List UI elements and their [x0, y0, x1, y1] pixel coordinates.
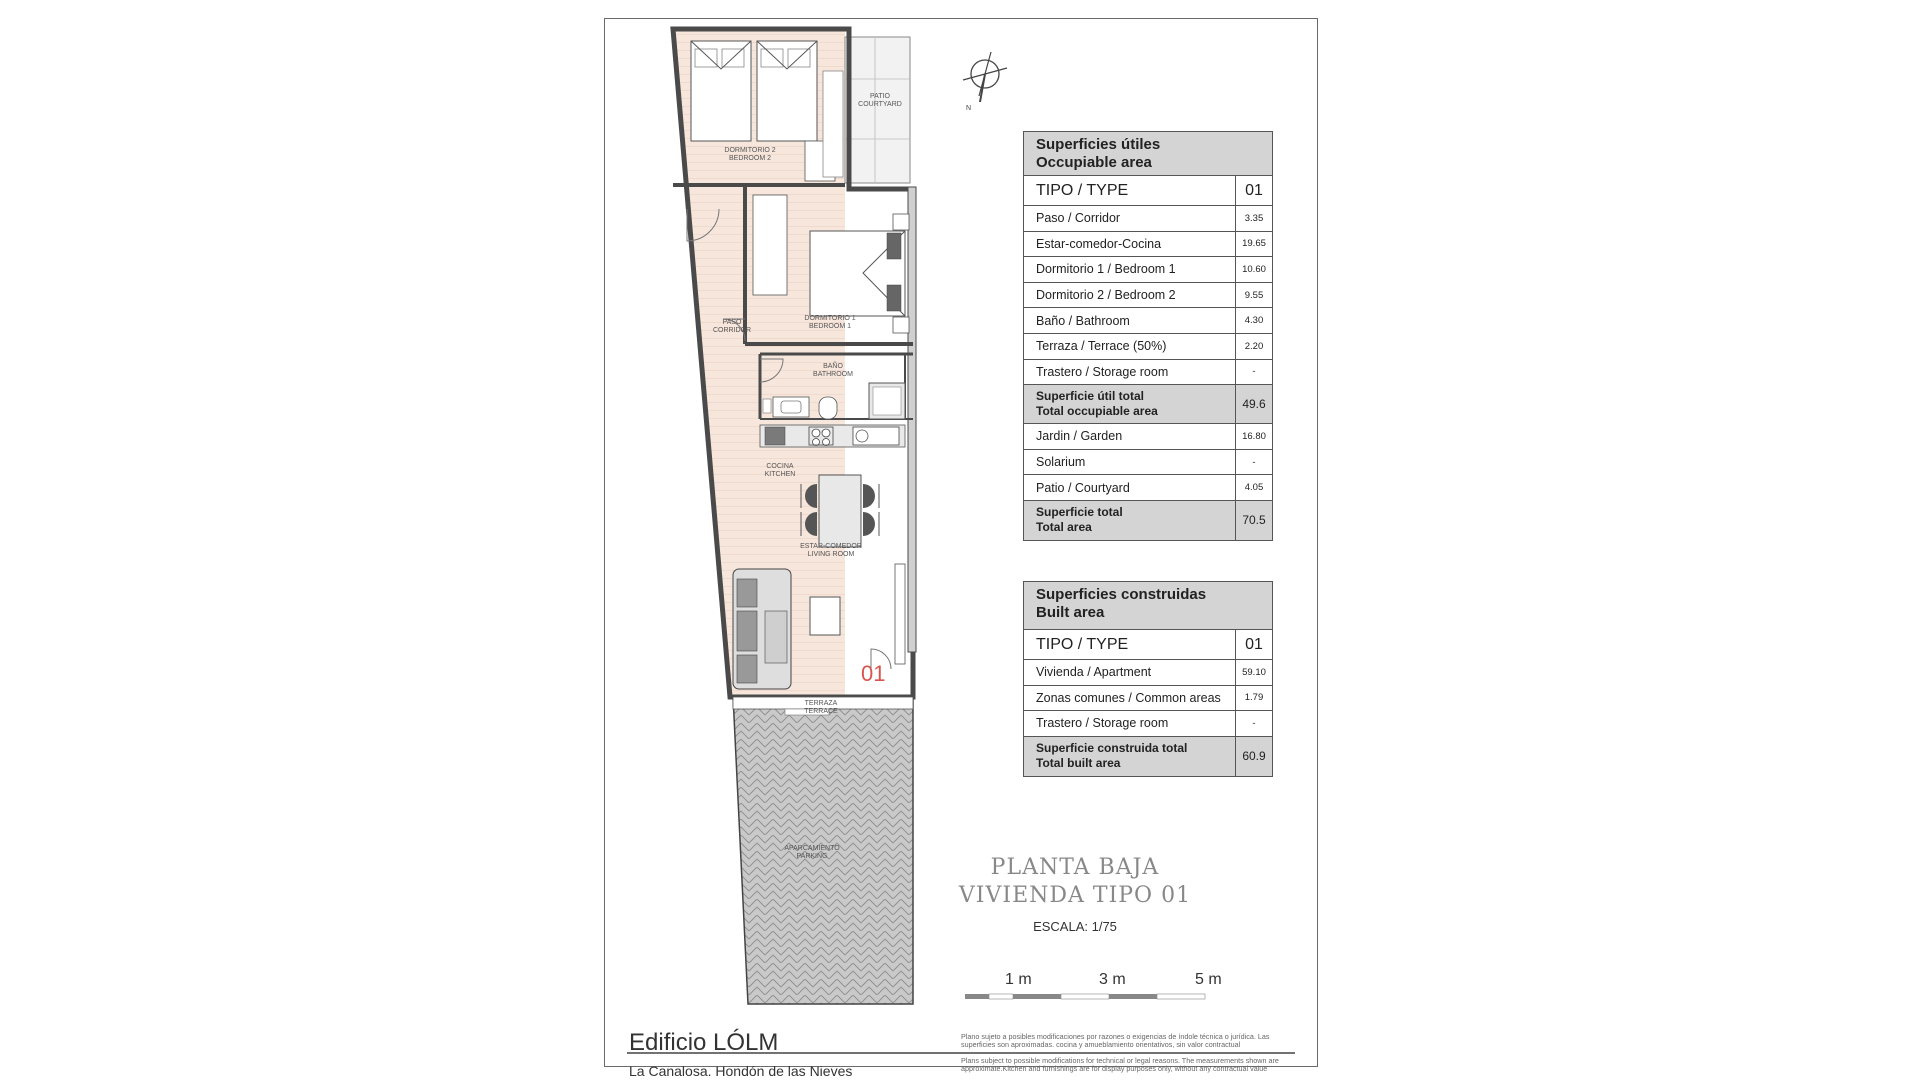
table-row: Solarium - [1024, 450, 1272, 476]
room-label-parking: APARCAMIENTO PARKING [784, 845, 840, 860]
scale-label-1m: 1 m [1005, 971, 1032, 988]
floor-plan-sheet [604, 18, 1318, 1079]
table-row: Patio / Courtyard 4.05 [1024, 475, 1272, 501]
total-row: Superficie total Total area 70.5 [1024, 501, 1272, 540]
table-row: Dormitorio 2 / Bedroom 2 9.55 [1024, 283, 1272, 309]
built-area-table [1023, 581, 1273, 777]
scale-label-5m: 5 m [1195, 971, 1222, 988]
scale-label-3m: 3 m [1099, 971, 1126, 988]
table-row: Trastero / Storage room - [1024, 711, 1272, 737]
plan-title-line-2: VIVIENDA TIPO 01 [958, 883, 1192, 908]
built-area-heading: Superficies construidas Built area [1024, 582, 1272, 630]
room-label-kitchen: COCINA KITCHEN [764, 463, 796, 478]
legal-note-en: Plans subject to possible modifications for technical or legal reasons. The measurements shown are approximate.Kitchen and furnishings are for display purposes only, without any contractual value [961, 1056, 1279, 1074]
patio-courtyard [845, 37, 910, 183]
room-label-corridor: PASO CORRIDOR [712, 319, 752, 334]
plan-scale: ESCALA: 1/75 [1033, 919, 1117, 934]
legal-note-es: Plano sujeto a posibles modificaciones por razones o exigencias de índole técnica o jurídica. Las superficies son aproximadas. cocina y amueblamiento orientativos, sin valor contractual [961, 1032, 1270, 1050]
table-row: Paso / Corridor 3.35 [1024, 206, 1272, 232]
occupiable-area-table [1023, 131, 1273, 541]
room-label-bedroom-1: DORMITORIO 1 BEDROOM 1 [804, 315, 856, 330]
table-row: Trastero / Storage room - [1024, 360, 1272, 386]
north-arrow-icon [963, 52, 1007, 102]
room-label-patio: PATIO COURTYARD [858, 93, 902, 108]
table-row: Estar-comedor-Cocina 19.65 [1024, 232, 1272, 258]
room-label-bathroom: BAÑO BATHROOM [813, 363, 853, 378]
building-name: Edificio LÓLM [629, 1029, 779, 1056]
type-row: TIPO / TYPE 01 [1024, 176, 1272, 206]
table-row: Jardin / Garden 16.80 [1024, 424, 1272, 450]
table-row: Baño / Bathroom 4.30 [1024, 308, 1272, 334]
room-label-living: ESTAR-COMEDOR LIVING ROOM [800, 543, 862, 558]
subtotal-row: Superficie útil total Total occupiable area 49.6 [1024, 385, 1272, 424]
scale-bar [965, 994, 1205, 999]
plan-title-line-1: PLANTA BAJA [990, 855, 1160, 880]
building-location: La Canalosa. Hondón de las Nieves [629, 1063, 853, 1079]
unit-number: 01 [861, 661, 886, 686]
table-row: Vivienda / Apartment 59.10 [1024, 660, 1272, 686]
table-row: Dormitorio 1 / Bedroom 1 10.60 [1024, 257, 1272, 283]
occupiable-area-heading: Superficies útiles Occupiable area [1024, 132, 1272, 176]
north-label: N [966, 105, 972, 112]
room-label-bedroom-2: DORMITORIO 2 BEDROOM 2 [724, 147, 776, 162]
table-row: Terraza / Terrace (50%) 2.20 [1024, 334, 1272, 360]
total-row: Superficie construida total Total built area 60.9 [1024, 737, 1272, 776]
table-row: Zonas comunes / Common areas 1.79 [1024, 686, 1272, 712]
type-row: TIPO / TYPE 01 [1024, 630, 1272, 660]
room-label-terrace: TERRAZA TERRACE [804, 700, 838, 715]
